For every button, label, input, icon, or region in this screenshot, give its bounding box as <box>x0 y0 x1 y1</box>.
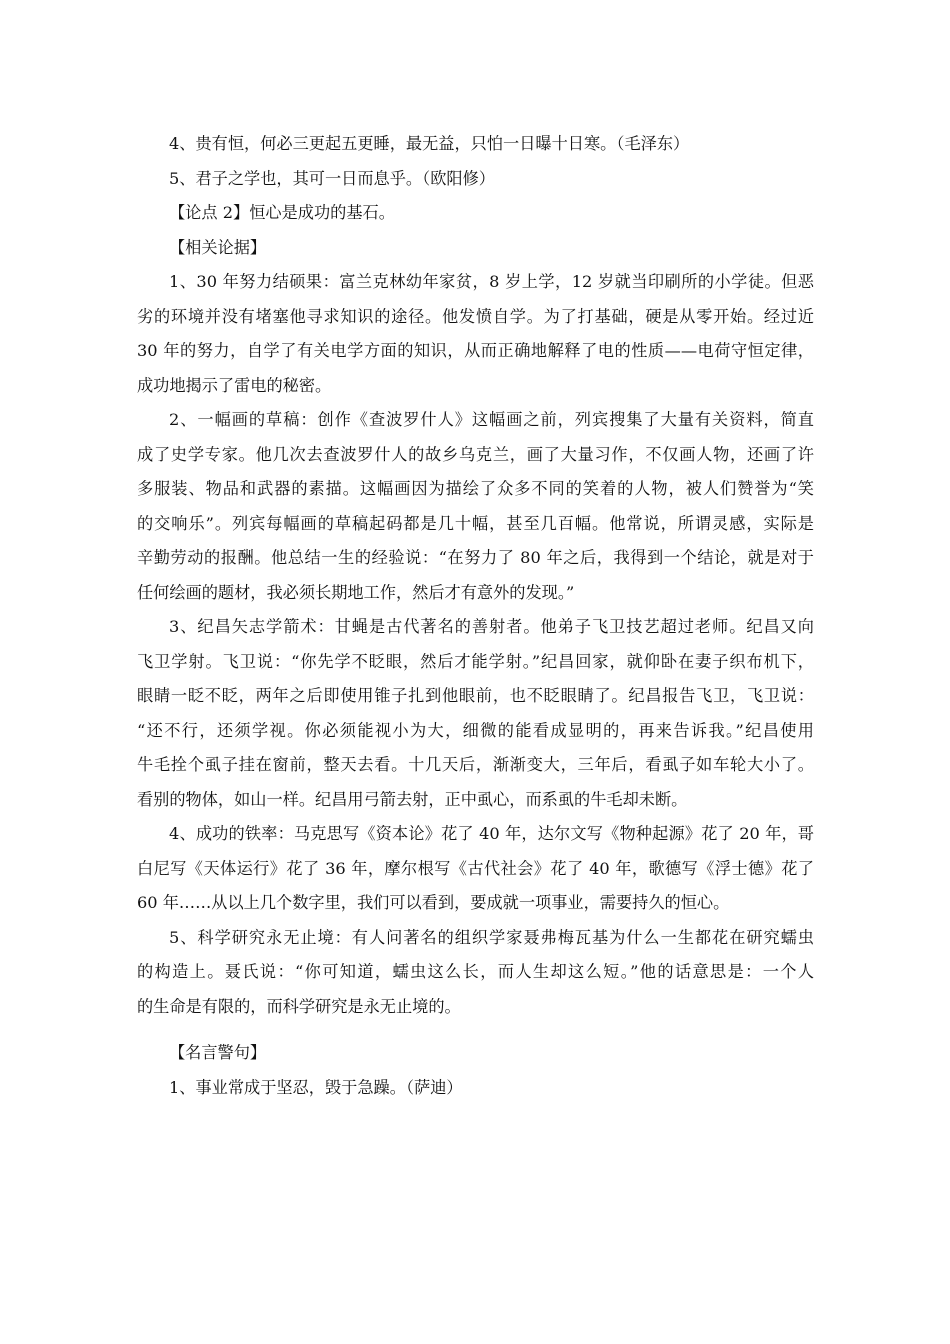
evidence-3-line: 看别的物体，如山一样。纪昌用弓箭去射，正中虱心，而系虱的牛毛却未断。 <box>137 789 688 809</box>
evidence-1-line: 成功地揭示了雷电的秘密。 <box>137 375 332 395</box>
evidence-3-line: 飞卫学射。飞卫说：“你先学不眨眼，然后才能学射。”纪昌回家，就仰卧在妻子织布机下， <box>137 651 814 671</box>
evidence-5-line: 的生命是有限的，而科学研究是永无止境的。 <box>137 996 461 1016</box>
document-body <box>137 127 814 1105</box>
evidence-1-line: 劣的环境并没有堵塞他寻求知识的途径。他发愤自学。为了打基础，硬是从零开始。经过近 <box>137 306 814 326</box>
paragraph-gap <box>137 1024 814 1036</box>
evidence-5-line: 5、科学研究永无止境：有人问著名的组织学家聂弗梅瓦基为什么一生都花在研究蠕虫 <box>169 927 814 947</box>
evidence-5-line: 的构造上。聂氏说：“你可知道，蠕虫这么长，而人生却这么短。”他的话意思是：一个人 <box>137 962 814 981</box>
evidence-3-line: “还不行，还须学视。你必须能视小为大，细微的能看成显明的，再来告诉我。”纪昌使用 <box>137 720 814 740</box>
evidence-3-line: 牛毛拴个虱子挂在窗前，整天去看。十几天后，渐渐变大，三年后，看虱子如车轮大小了。 <box>137 755 814 774</box>
evidence-2-line: 辛勤劳动的报酬。他总结一生的经验说：“在努力了 80 年之后，我得到一个结论，就是对于 <box>137 548 814 567</box>
argument-heading: 【论点 2】恒心是成功的基石。 <box>169 203 395 222</box>
quote-line: 4、贵有恒，何必三更起五更睡，最无益，只怕一日曝十日寒。（毛泽东） <box>169 134 690 153</box>
evidence-2-line: 多服装、物品和武器的素描。这幅画因为描绘了众多不同的笑着的人物，被人们赞誉为“笑 <box>137 479 814 498</box>
quotes-heading: 【名言警句】 <box>169 1043 267 1062</box>
evidence-2-line: 的交响乐”。列宾每幅画的草稿起码都是几十幅，甚至几百幅。他常说，所谓灵感，实际是 <box>137 513 814 533</box>
evidence-heading: 【相关论据】 <box>169 237 267 257</box>
evidence-2-line: 2、一幅画的草稿：创作《查波罗什人》这幅画之前，列宾搜集了大量有关资料，简直 <box>169 410 814 429</box>
evidence-3-line: 3、纪昌矢志学箭术：甘蝇是古代著名的善射者。他弟子飞卫技艺超过老师。纪昌又向 <box>169 617 814 636</box>
evidence-4-line: 白尼写《天体运行》花了 36 年，摩尔根写《古代社会》花了 40 年，歌德写《浮士德》花了 <box>137 858 814 878</box>
evidence-2-line: 任何绘画的题材，我必须长期地工作，然后才有意外的发现。” <box>137 582 575 602</box>
evidence-2-line: 成了史学专家。他几次去查波罗什人的故乡乌克兰，画了大量习作，不仅画人物，还画了许 <box>137 444 814 464</box>
evidence-4-line: 4、成功的铁率：马克思写《资本论》花了 40 年，达尔文写《物种起源》花了 20 年，哥 <box>169 824 814 843</box>
evidence-1-line: 1、30 年努力结硕果：富兰克林幼年家贫，8 岁上学，12 岁就当印刷所的小学徒。但恶 <box>169 272 814 291</box>
evidence-4-line: 60 年……从以上几个数字里，我们可以看到，要成就一项事业，需要持久的恒心。 <box>137 893 730 912</box>
quote-line: 1、事业常成于坚忍，毁于急躁。（萨迪） <box>169 1077 463 1097</box>
quote-line: 5、君子之学也，其可一日而息乎。（欧阳修） <box>169 168 495 188</box>
evidence-3-line: 眼睛一眨不眨，两年之后即使用锥子扎到他眼前，也不眨眼睛了。纪昌报告飞卫，飞卫说： <box>137 686 814 705</box>
evidence-1-line: 30 年的努力，自学了有关电学方面的知识，从而正确地解释了电的性质——电荷守恒定律， <box>137 341 814 360</box>
